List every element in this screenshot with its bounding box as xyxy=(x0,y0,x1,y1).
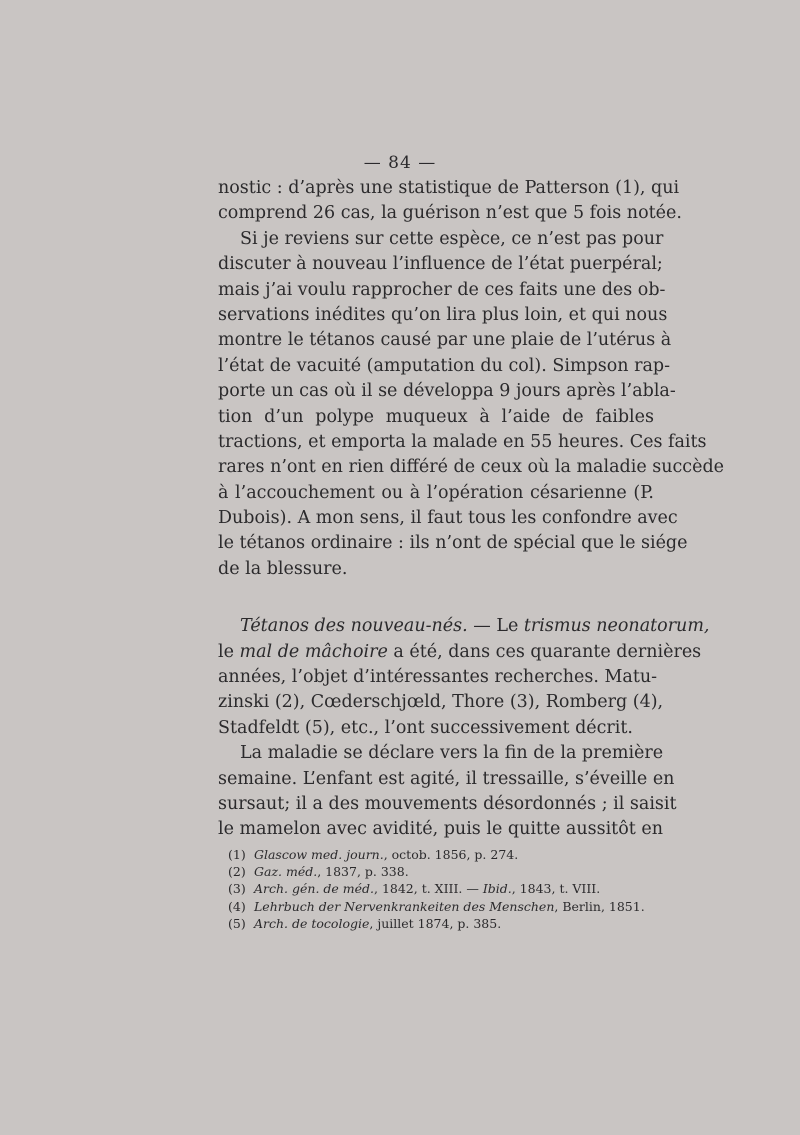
footnote-source: Arch. gén. de méd. xyxy=(254,881,374,897)
text-line xyxy=(218,614,710,639)
section-heading: Tétanos des nouveau-nés. xyxy=(240,616,468,637)
text-line: Dubois). A mon sens, il faut tous les confondre avec xyxy=(218,508,678,529)
footnote xyxy=(228,880,658,897)
text-line: tractions, et emporta la malade en 55 heures. Ces faits xyxy=(218,431,707,452)
text-line: mais j’ai voulu rapprocher de ces faits une des ob- xyxy=(218,279,666,300)
text-line: l’état de vacuité (amputation du col). Simpson rap- xyxy=(218,355,671,376)
footnote xyxy=(228,915,658,932)
page-number: — 84 — xyxy=(363,153,437,173)
footnote-source: Gaz. méd. xyxy=(254,864,318,880)
italic-term: mal de mâchoire xyxy=(239,641,388,662)
text-line: tion d’un polype muqueux à l’aide de faibles xyxy=(218,406,654,427)
text-line: zinski (2), Cœderschjœld, Thore (3), Romberg (4), xyxy=(218,692,664,713)
section-gap xyxy=(218,582,654,614)
footnote-number: (2) xyxy=(228,864,246,880)
footnote-source: Ibid. xyxy=(482,881,512,897)
text-line: servations inédites qu’on lira plus loin, et qui nous xyxy=(218,304,668,325)
text-span: le xyxy=(218,641,240,662)
footnote-number: (4) xyxy=(228,898,246,914)
text-line: montre le tétanos causé par une plaie de l’utérus à xyxy=(218,330,672,351)
text-line: discuter à nouveau l’influence de l’état puerpéral; xyxy=(218,254,663,275)
footnote-text: , 1842, t. XIII. — xyxy=(374,881,483,897)
text-line: le tétanos ordinaire : ils n’ont de spécial que le siége xyxy=(218,533,688,554)
text-line: semaine. L’enfant est agité, il tressaille, s’éveille en xyxy=(218,768,675,789)
text-line: La maladie se déclare vers la fin de la première xyxy=(240,743,664,764)
footnote-text: , 1837, p. 338. xyxy=(317,864,409,880)
text-line: années, l’objet d’intéressantes recherches. Matu- xyxy=(218,667,658,688)
body-text xyxy=(218,176,725,843)
heading-dash: — Le xyxy=(467,616,524,637)
text-line: Si je reviens sur cette espèce, ce n’est pas pour xyxy=(240,228,664,249)
text-line: porte un cas où il se développa 9 jours après l’abla- xyxy=(218,381,676,402)
text-line: le mamelon avec avidité, puis le quitte aussitôt en xyxy=(218,819,663,840)
footnote-text: , octob. 1856, p. 274. xyxy=(383,847,519,862)
footnote xyxy=(228,846,658,863)
footnote xyxy=(228,863,658,880)
footnote-source: Glascow med. journ. xyxy=(254,847,384,862)
text-line: sursaut; il a des mouvements désordonnés ; il saisit xyxy=(218,793,677,814)
paragraph-2 xyxy=(218,227,725,582)
italic-term: trismus neonatorum, xyxy=(523,616,710,637)
footnote-source: Lehrbuch der Nervenkrankeiten des Menschen xyxy=(254,898,555,914)
text-line: nostic : d’après une statistique de Patterson (1), qui xyxy=(218,178,680,198)
paragraph-3 xyxy=(218,614,710,741)
footnote-text: , Berlin, 1851. xyxy=(554,898,645,914)
footnote-text: , juillet 1874, p. 385. xyxy=(369,915,502,931)
text-line: comprend 26 cas, la guérison n’est que 5 fois notée. xyxy=(218,203,682,224)
footnote-number: (3) xyxy=(228,881,246,897)
footnote-number: (1) xyxy=(228,847,246,862)
footnote xyxy=(228,898,658,915)
text-line: de la blessure. xyxy=(218,558,348,579)
footnotes xyxy=(228,846,658,932)
text-span: a été, dans ces quarante dernières xyxy=(387,641,702,662)
text-line xyxy=(218,640,702,665)
text-line: Stadfeldt (5), etc., l’ont successivement décrit. xyxy=(218,717,633,738)
paragraph-4 xyxy=(218,741,677,843)
text-line: à l’accouchement ou à l’opération césarienne (P. xyxy=(218,482,654,503)
footnote-source: Arch. de tocologie xyxy=(254,915,370,931)
footnote-number: (5) xyxy=(228,915,246,931)
text-line: rares n’ont en rien différé de ceux où la maladie succède xyxy=(218,457,725,478)
paragraph-1 xyxy=(218,176,682,227)
footnote-text: , 1843, t. VIII. xyxy=(511,881,601,897)
